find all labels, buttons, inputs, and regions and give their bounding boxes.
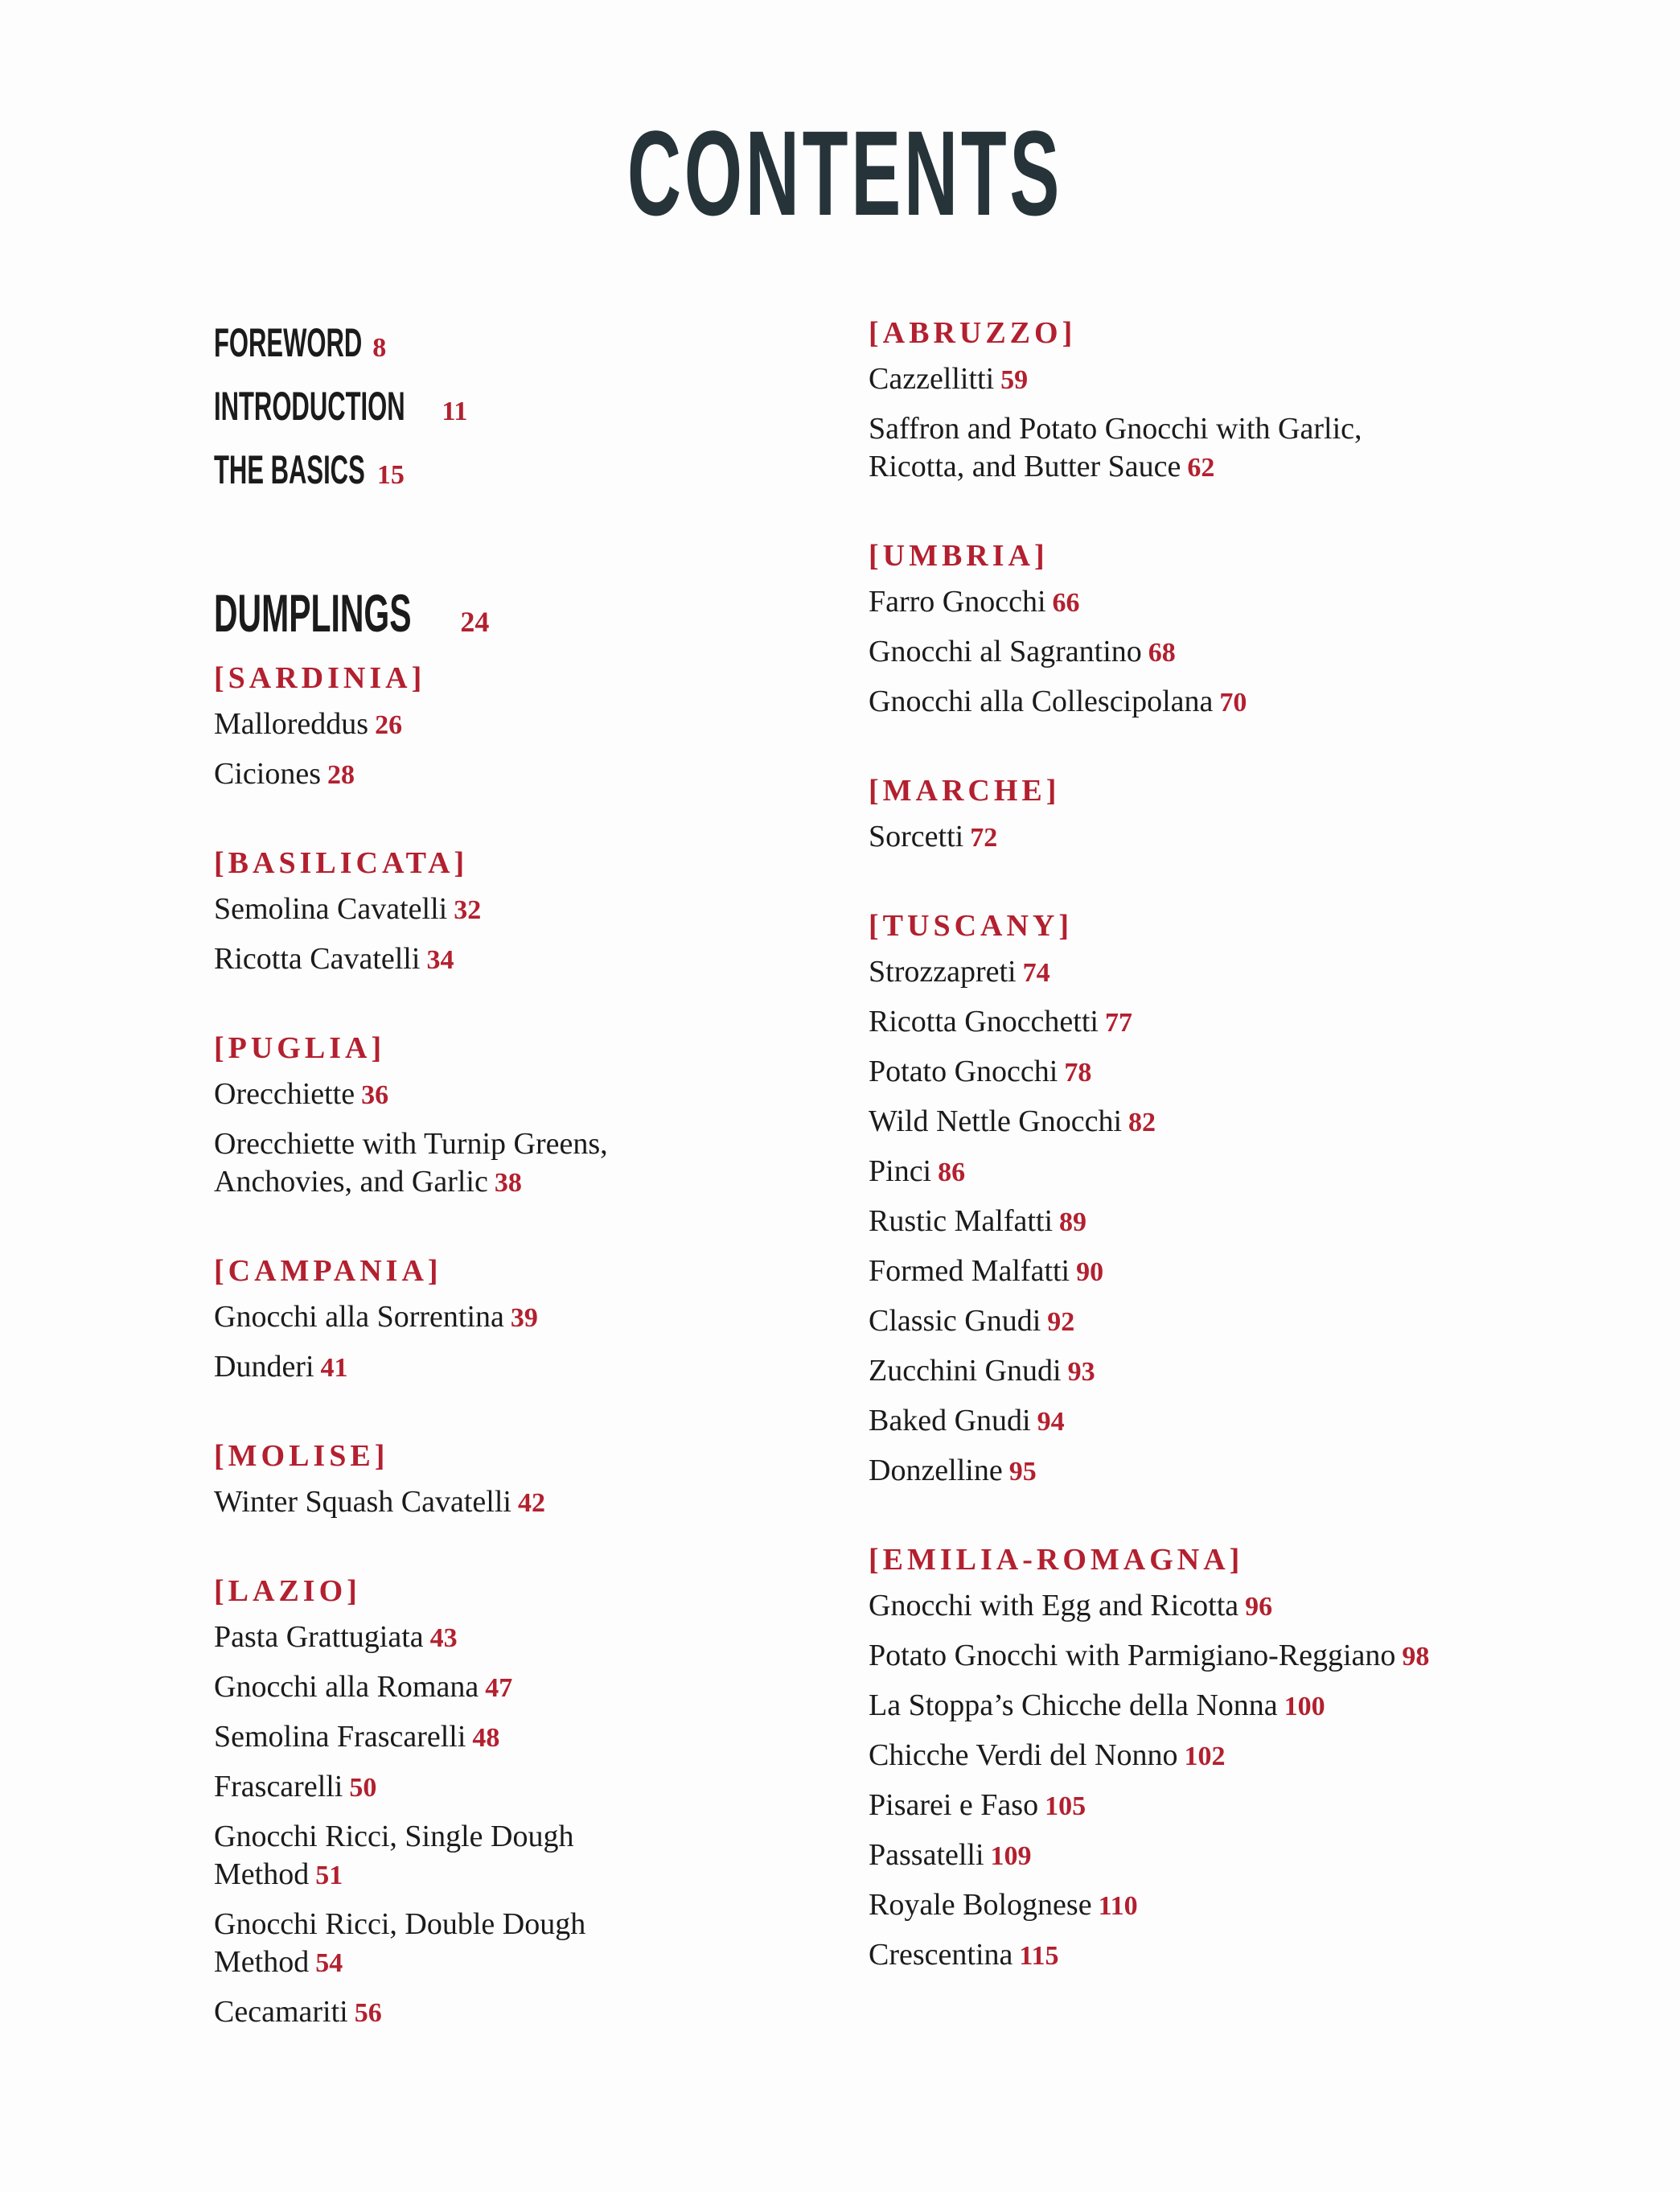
recipe-page: 43	[429, 1623, 458, 1653]
recipe-page: 74	[1022, 958, 1050, 988]
recipe-title: Orecchiette	[214, 1077, 355, 1111]
region-heading: [CAMPANIA]	[214, 1254, 442, 1288]
recipe-entry[interactable]	[869, 1637, 1448, 1676]
recipe-entry[interactable]	[869, 1352, 1448, 1391]
recipe-title: Orecchiette with Turnip Greens, Anchovies, and Garlic	[214, 1127, 608, 1199]
recipe-entry[interactable]	[869, 360, 1448, 399]
recipe-title: Classic Gnudi	[869, 1304, 1041, 1338]
recipe-title: Pisarei e Faso	[869, 1788, 1039, 1822]
recipe-entry[interactable]	[214, 1668, 696, 1707]
recipe-page: 95	[1008, 1457, 1037, 1487]
recipe-title: Donzelline	[869, 1454, 1003, 1487]
recipe-page: 105	[1045, 1791, 1086, 1821]
recipe-page: 48	[472, 1723, 500, 1753]
recipe-page: 98	[1402, 1642, 1430, 1672]
recipe-title: Chicche Verdi del Nonno	[869, 1738, 1178, 1772]
recipe-page: 62	[1187, 453, 1215, 483]
recipe-entry[interactable]	[869, 1252, 1448, 1291]
region-group	[214, 1572, 696, 2032]
recipe-page: 41	[320, 1353, 348, 1383]
recipe-entry[interactable]	[214, 1298, 696, 1337]
recipe-page: 96	[1245, 1592, 1273, 1622]
recipe-page: 92	[1047, 1307, 1075, 1337]
recipe-title: Gnocchi alla Sorrentina	[214, 1300, 504, 1334]
recipe-page: 36	[361, 1080, 389, 1110]
front-matter-label: FOREWORD	[214, 320, 363, 365]
front-matter-item[interactable]	[214, 441, 825, 504]
recipe-page: 51	[315, 1861, 343, 1890]
recipe-title: Formed Malfatti	[869, 1254, 1070, 1288]
recipe-title: Strozzapreti	[869, 955, 1017, 989]
recipe-page: 28	[327, 760, 355, 790]
recipe-page: 94	[1037, 1407, 1065, 1437]
recipe-title: Semolina Frascarelli	[214, 1720, 466, 1754]
recipe-entry[interactable]	[869, 1302, 1448, 1341]
region-group	[214, 1437, 696, 1522]
front-matter-item[interactable]	[214, 377, 825, 441]
left-column	[214, 314, 825, 2082]
recipe-title: Gnocchi alla Collescipolana	[869, 685, 1214, 718]
region-heading: [MARCHE]	[869, 774, 1061, 808]
recipe-entry[interactable]	[214, 1075, 696, 1114]
recipe-page: 56	[354, 1998, 382, 2028]
recipe-title: Potato Gnocchi	[869, 1055, 1058, 1088]
recipe-entry[interactable]	[869, 818, 1448, 857]
region-group	[869, 314, 1448, 487]
region-group	[869, 907, 1448, 1491]
recipe-title: Malloreddus	[214, 707, 369, 741]
recipe-entry[interactable]	[869, 1103, 1448, 1141]
region-group	[869, 771, 1448, 857]
recipe-entry[interactable]	[869, 1153, 1448, 1191]
recipe-title: Passatelli	[869, 1838, 984, 1872]
recipe-page: 39	[510, 1303, 538, 1333]
recipe-entry[interactable]	[214, 1618, 696, 1657]
recipe-entry[interactable]	[214, 755, 696, 794]
recipe-title: Ricotta Gnocchetti	[869, 1005, 1099, 1038]
region-heading: [LAZIO]	[214, 1574, 361, 1608]
recipe-entry[interactable]	[214, 940, 696, 979]
recipe-title: Gnocchi Ricci, Single Dough Method	[214, 1820, 574, 1891]
front-matter	[214, 314, 825, 504]
right-column	[869, 314, 1592, 2025]
recipe-page: 86	[938, 1158, 966, 1187]
region-heading: [EMILIA-ROMAGNA]	[869, 1543, 1244, 1577]
recipe-page: 77	[1104, 1008, 1132, 1038]
recipe-page: 100	[1284, 1692, 1325, 1721]
page-title: CONTENTS	[626, 105, 1062, 241]
recipe-page: 102	[1184, 1742, 1226, 1771]
region-group	[869, 1540, 1448, 1975]
region-group	[869, 537, 1448, 722]
recipe-entry[interactable]	[869, 1402, 1448, 1441]
recipe-entry[interactable]	[869, 1687, 1448, 1725]
region-group	[214, 659, 696, 794]
recipe-title: Farro Gnocchi	[869, 585, 1046, 619]
recipe-title: Gnocchi al Sagrantino	[869, 635, 1142, 668]
recipe-entry[interactable]	[869, 1886, 1448, 1925]
region-group	[214, 1029, 696, 1202]
recipe-page: 78	[1064, 1058, 1092, 1088]
recipe-page: 115	[1019, 1941, 1059, 1971]
recipe-title: Baked Gnudi	[869, 1404, 1031, 1437]
recipe-entry[interactable]	[869, 1053, 1448, 1092]
recipe-title: Cecamariti	[214, 1995, 348, 2029]
recipe-entry[interactable]	[869, 1836, 1448, 1875]
region-heading: [SARDINIA]	[214, 661, 426, 695]
recipe-title: Royale Bolognese	[869, 1888, 1092, 1922]
recipe-title: Ricotta Cavatelli	[214, 942, 421, 976]
recipe-page: 68	[1148, 638, 1176, 668]
recipe-title: Ciciones	[214, 757, 321, 791]
recipe-page: 59	[1000, 365, 1029, 395]
recipe-page: 54	[315, 1948, 343, 1978]
recipe-page: 72	[970, 823, 998, 853]
recipe-entry[interactable]	[214, 1818, 696, 1894]
recipe-title: Gnocchi alla Romana	[214, 1670, 479, 1704]
recipe-title: Sorcetti	[869, 820, 964, 853]
recipe-page: 47	[485, 1673, 513, 1703]
recipe-entry[interactable]	[869, 1452, 1448, 1491]
recipe-page: 32	[454, 895, 482, 925]
recipe-title: Gnocchi with Egg and Ricotta	[869, 1589, 1239, 1622]
recipe-title: Gnocchi Ricci, Double Dough Method	[214, 1907, 586, 1979]
recipe-page: 93	[1067, 1357, 1095, 1387]
recipe-title: Dunderi	[214, 1350, 314, 1384]
recipe-entry[interactable]	[869, 1003, 1448, 1042]
recipe-entry[interactable]	[214, 705, 696, 744]
region-group	[214, 1252, 696, 1387]
right-groups	[869, 314, 1448, 1975]
recipe-entry[interactable]	[214, 1906, 696, 1982]
recipe-entry[interactable]	[214, 1768, 696, 1807]
recipe-title: Pinci	[869, 1154, 932, 1188]
region-group	[214, 844, 696, 979]
recipe-entry[interactable]	[214, 1993, 696, 2032]
recipe-title: Cazzellitti	[869, 362, 995, 396]
recipe-page: 38	[494, 1168, 522, 1198]
recipe-entry[interactable]	[869, 1587, 1448, 1626]
recipe-entry[interactable]	[869, 1203, 1448, 1241]
recipe-entry[interactable]	[869, 1936, 1448, 1975]
recipe-entry[interactable]	[869, 633, 1448, 672]
recipe-page: 66	[1052, 588, 1080, 618]
recipe-page: 89	[1059, 1207, 1087, 1237]
front-matter-page: 8	[372, 333, 387, 363]
recipe-title: Potato Gnocchi with Parmigiano-Reggiano	[869, 1639, 1396, 1672]
section-heading[interactable]	[214, 581, 825, 654]
front-matter-item[interactable]	[214, 314, 825, 377]
front-matter-label: THE BASICS	[214, 447, 365, 492]
front-matter-label: INTRODUCTION	[214, 384, 405, 429]
recipe-title: Zucchini Gnudi	[869, 1354, 1062, 1388]
recipe-entry[interactable]	[214, 1718, 696, 1757]
recipe-entry[interactable]	[869, 953, 1448, 992]
recipe-entry[interactable]	[214, 1483, 696, 1522]
recipe-title: Rustic Malfatti	[869, 1204, 1054, 1238]
region-heading: [ABRUZZO]	[869, 316, 1077, 350]
section-page: 24	[460, 606, 490, 638]
region-heading: [BASILICATA]	[214, 846, 469, 880]
region-heading: [MOLISE]	[214, 1439, 389, 1473]
recipe-page: 34	[426, 945, 454, 975]
recipe-page: 110	[1098, 1891, 1138, 1921]
recipe-page: 26	[375, 710, 403, 740]
recipe-page: 82	[1128, 1108, 1156, 1137]
recipe-entry[interactable]	[214, 1348, 696, 1387]
region-heading: [PUGLIA]	[214, 1031, 386, 1065]
recipe-entry[interactable]	[869, 410, 1448, 487]
recipe-title: Saffron and Potato Gnocchi with Garlic, Ricotta, and Butter Sauce	[869, 412, 1362, 483]
recipe-title: La Stoppa’s Chicche della Nonna	[869, 1688, 1278, 1722]
recipe-title: Winter Squash Cavatelli	[214, 1485, 511, 1519]
recipe-entry[interactable]	[214, 890, 696, 929]
recipe-page: 50	[349, 1773, 377, 1803]
front-matter-page: 11	[442, 397, 468, 426]
recipe-title: Wild Nettle Gnocchi	[869, 1104, 1123, 1138]
recipe-page: 70	[1219, 688, 1247, 718]
recipe-title: Crescentina	[869, 1938, 1013, 1972]
recipe-page: 109	[990, 1841, 1032, 1871]
recipe-title: Frascarelli	[214, 1770, 343, 1803]
recipe-page: 42	[517, 1488, 545, 1518]
recipe-entry[interactable]	[869, 683, 1448, 722]
region-heading: [UMBRIA]	[869, 539, 1049, 573]
recipe-page: 90	[1076, 1257, 1104, 1287]
recipe-entry[interactable]	[869, 583, 1448, 622]
region-heading: [TUSCANY]	[869, 909, 1073, 943]
front-matter-page: 15	[376, 460, 405, 490]
recipe-entry[interactable]	[214, 1125, 696, 1202]
section-label: DUMPLINGS	[214, 583, 412, 643]
recipe-entry[interactable]	[869, 1737, 1448, 1775]
recipe-title: Semolina Cavatelli	[214, 892, 448, 926]
recipe-entry[interactable]	[869, 1787, 1448, 1825]
recipe-title: Pasta Grattugiata	[214, 1620, 424, 1654]
left-groups	[214, 659, 696, 2032]
